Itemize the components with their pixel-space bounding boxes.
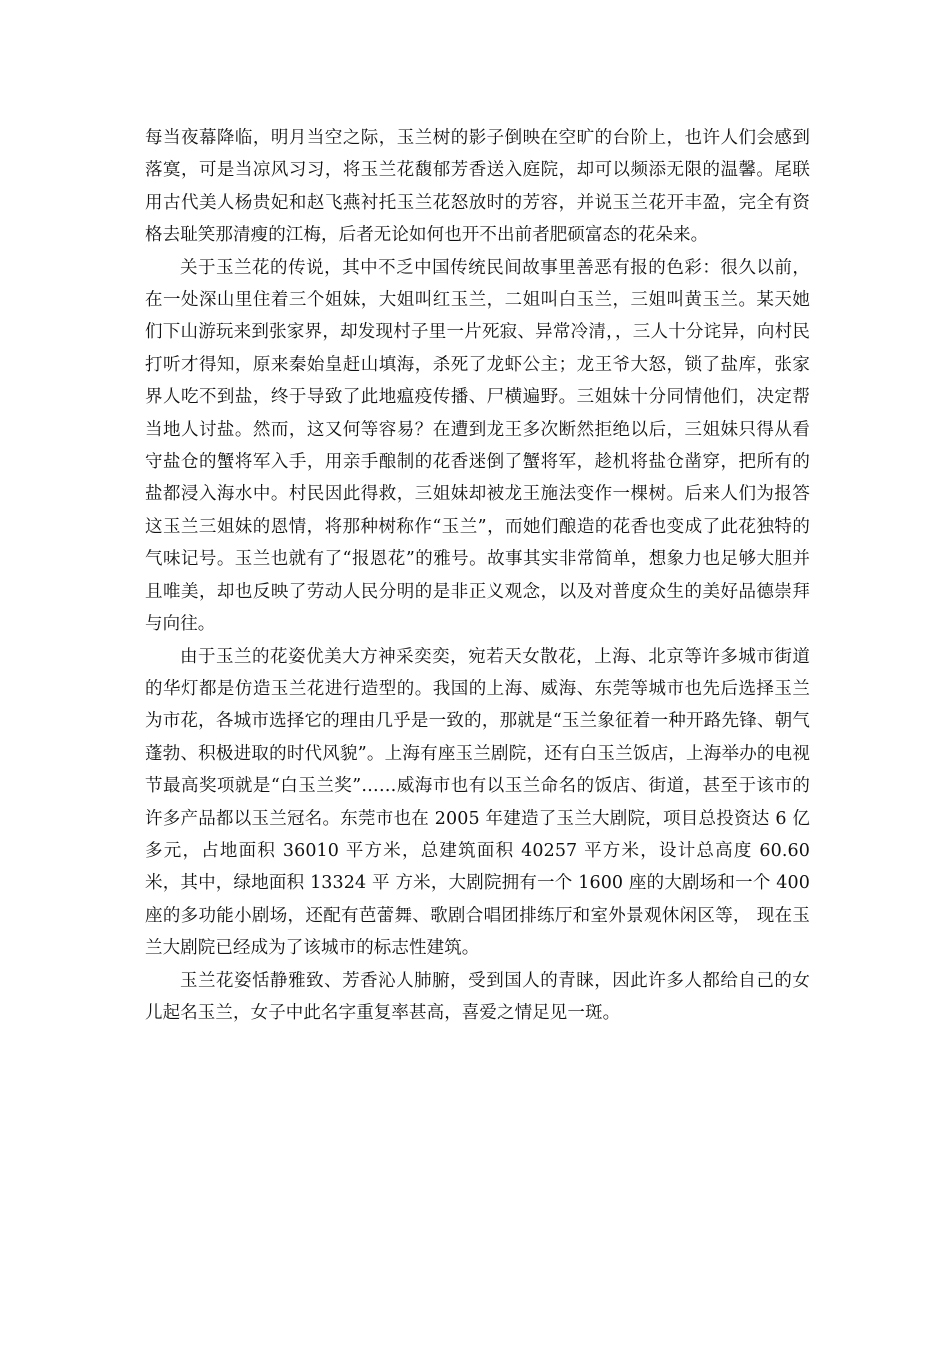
paragraph-city-flower: 由于玉兰的花姿优美大方神采奕奕，宛若天女散花，上海、北京等许多城市街道的华灯都是仿造玉兰花进行造型的。我国的上海、威海、东莞等城市也先后选择玉兰为市花，各城市选择它的理由几乎是一致的，那就是“玉兰象征着一种开路先锋、朝气蓬勃、积极进取的时代风貌”。上海有座玉兰剧院，还有白玉兰饭店，上海举办的电视节最高奖项就是“白玉兰奖”……威海市也有以玉兰命名的饭店、街道，甚至于该市的许多产品都以玉兰冠名。东莞市也在 2005 年建造了玉兰大剧院，项目总投资达 6 亿多元，占地面积 36010 平方米，总建筑面积 40257 平方米，设计总高度 60.60 米，其中，绿地面积 13324 平 方米，大剧院拥有一个 1600 座的大剧场和一个 400 座的多功能小剧场，还配有芭蕾舞、歌剧合唱团排练厅和室外景观休闲区等， 现在玉兰大剧院已经成为了该城市的标志性建筑。: [145, 646, 810, 959]
paragraph-magnolia-legend: 关于玉兰花的传说，其中不乏中国传统民间故事里善恶有报的色彩：很久以前，在一处深山里住着三个姐妹，大姐叫红玉兰，二姐叫白玉兰，三姐叫黄玉兰。某天她们下山游玩来到张家界，却发现村子里一片死寂、异常冷清，，三人十分诧异，向村民打听才得知，原来秦始皇赶山填海，杀死了龙虾公主；龙王爷大怒，锁了盐库，张家界人吃不到盐，终于导致了此地瘟疫传播、尸横遍野。三姐妹十分同情他们，决定帮当地人讨盐。然而，这又何等容易？在遭到龙王多次断然拒绝以后，三姐妹只得从看守盐仓的蟹将军入手，用亲手酿制的花香迷倒了蟹将军，趁机将盐仓凿穿，把所有的盐都浸入海水中。村民因此得救，三姐妹却被龙王施法变作一棵树。后来人们为报答这玉兰三姐妹的恩情，将那种树称作“玉兰”，而她们酿造的花香也变成了此花独特的气味记号。玉兰也就有了“报恩花”的雅号。故事其实非常简单，想象力也足够大胆并且唯美，却也反映了劳动人民分明的是非正义观念，以及对普度众生的美好品德崇拜与向往。: [145, 257, 810, 635]
paragraph-1-continuation: 每当夜幕降临，明月当空之际，玉兰树的影子倒映在空旷的台阶上，也许人们会感到落寞，可是当凉风习习，将玉兰花馥郁芳香送入庭院，却可以频添无限的温馨。尾联用古代美人杨贵妃和赵飞燕衬托玉兰花怒放时的芳容，并说玉兰花开丰盈，完全有资格去耻笑那清瘦的江梅，后者无论如何也开不出前者肥硕富态的花朵来。: [145, 128, 810, 246]
paragraph-names: 玉兰花姿恬静雅致、芳香沁人肺腑，受到国人的青睐，因此许多人都给自己的女儿起名玉兰，女子中此名字重复率甚高，喜爱之情足见一斑。: [145, 970, 810, 1023]
document-body: [145, 122, 810, 1029]
